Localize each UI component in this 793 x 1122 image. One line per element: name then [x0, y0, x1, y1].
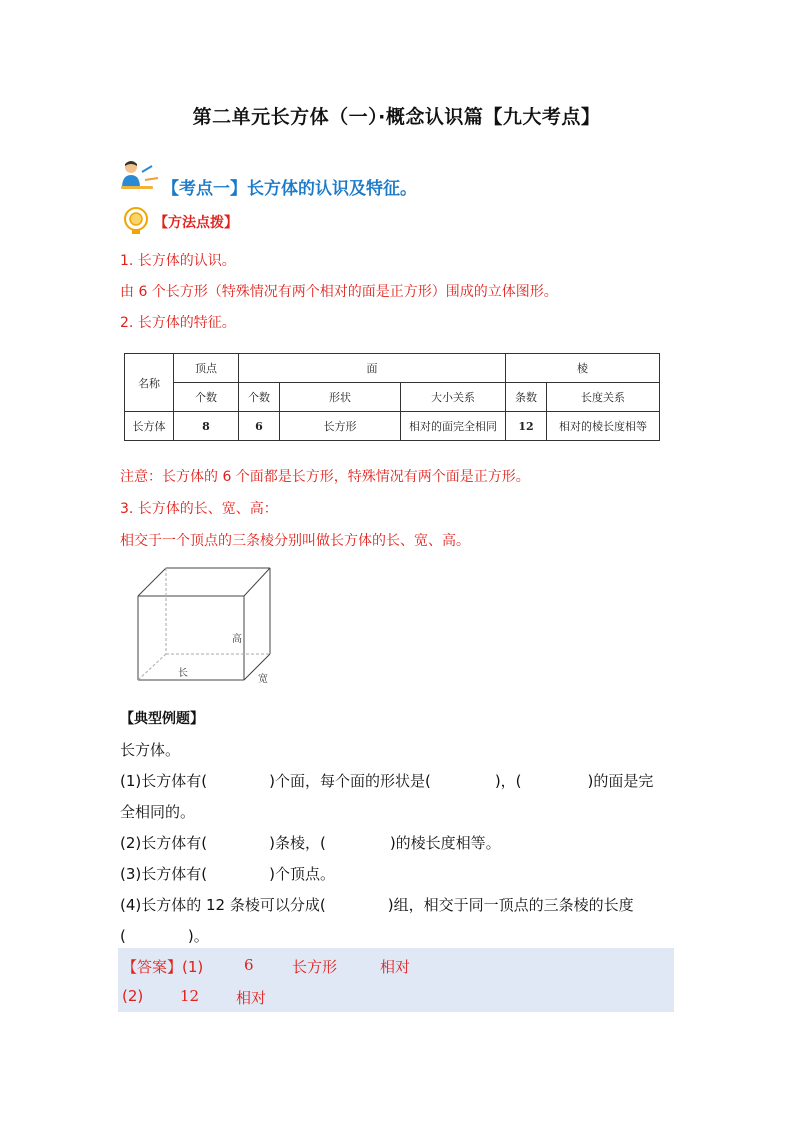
- q4-part-b: )组，相交于同一顶点的三条棱的长度: [387, 896, 634, 914]
- table-subheader-length: 长度关系: [547, 383, 660, 412]
- answer-1-value-3: 相对: [380, 958, 411, 976]
- point2-title: 2. 长方体的特征。: [120, 315, 236, 331]
- table-row: [125, 412, 660, 441]
- answer-2-value-2: 相对: [236, 989, 267, 1007]
- answer-line-1: [122, 956, 411, 977]
- point1-text: 由 6 个长方形（特殊情况有两个相对的面是正方形）围成的立体图形。: [120, 284, 558, 300]
- note-text: 注意：长方体的 6 个面都是长方形，特殊情况有两个面是正方形。: [120, 469, 530, 485]
- table-subheader-shape: 形状: [280, 383, 401, 412]
- q4-part-a: (4)长方体的 12 条棱可以分成(: [120, 896, 326, 914]
- figure-label-width: 宽: [258, 674, 268, 685]
- q2-part-c: )的棱长度相等。: [389, 834, 501, 852]
- q1-part-c: )，(: [494, 772, 522, 790]
- feature-table: [124, 353, 660, 441]
- figure-label-height: 高: [232, 634, 242, 645]
- example-intro: 长方体。: [120, 741, 181, 759]
- figure-label-length: 长: [178, 668, 188, 679]
- q1-part-b: )个面，每个面的形状是(: [269, 772, 431, 790]
- table-cell-vertex-count: 8: [174, 412, 239, 441]
- question-4-cont: [120, 925, 209, 946]
- lightbulb-icon: [122, 206, 150, 236]
- table-subheader-vertex-count: 个数: [174, 383, 239, 412]
- kaodian-label: 【考点一】长方体的认识及特征。: [162, 179, 417, 199]
- table-subheader-row: [125, 383, 660, 412]
- q3-part-a: (3)长方体有(: [120, 865, 208, 883]
- table-subheader-edge-count: 条数: [506, 383, 547, 412]
- table-cell-edge-count: 12: [506, 412, 547, 441]
- table-cell-name: 长方体: [125, 412, 174, 441]
- point3-text: 相交于一个顶点的三条棱分别叫做长方体的长、宽、高。: [120, 533, 470, 549]
- q4-part-d: )。: [187, 927, 209, 945]
- table-header-vertex: 顶点: [174, 354, 239, 383]
- teacher-icon: [118, 158, 162, 196]
- answer-1-value-1: 6: [244, 956, 254, 974]
- point3-title: 3. 长方体的长、宽、高：: [120, 501, 278, 517]
- fangfa-heading: [122, 206, 238, 236]
- q2-part-b: )条棱，(: [269, 834, 326, 852]
- kaodian-heading: [118, 158, 417, 199]
- table-subheader-size: 大小关系: [401, 383, 506, 412]
- answer-2-value-1: 12: [180, 987, 200, 1005]
- table-header-face: 面: [239, 354, 506, 383]
- table-cell-face-shape: 长方形: [280, 412, 401, 441]
- q2-part-a: (2)长方体有(: [120, 834, 208, 852]
- point1-title: 1. 长方体的认识。: [120, 253, 236, 269]
- answer-label: 【答案】(1): [122, 958, 204, 976]
- q1-part-d: )的面是完: [587, 772, 654, 790]
- cuboid-figure: [136, 562, 276, 686]
- table-header-edge: 棱: [506, 354, 660, 383]
- question-2: [120, 832, 501, 853]
- example-heading: 【典型例题】: [120, 711, 204, 727]
- page-title: 第二单元长方体（一）·概念认识篇【九大考点】: [192, 106, 601, 128]
- table-subheader-face-count: 个数: [239, 383, 280, 412]
- q4-part-c: (: [120, 927, 126, 945]
- question-4: [120, 894, 634, 915]
- question-3: [120, 863, 335, 884]
- table-cell-edge-length: 相对的棱长度相等: [547, 412, 660, 441]
- q1-part-a: (1)长方体有(: [120, 772, 208, 790]
- fangfa-label: 【方法点拨】: [154, 215, 238, 231]
- answer-line-2: [122, 987, 267, 1007]
- q3-part-b: )个顶点。: [269, 865, 335, 883]
- table-header-row: [125, 354, 660, 383]
- question-1-cont: 全相同的。: [120, 803, 196, 821]
- table-cell-face-count: 6: [239, 412, 280, 441]
- question-1: [120, 770, 653, 791]
- answer-2-label: (2): [122, 987, 144, 1005]
- answer-1-value-2: 长方形: [292, 958, 338, 976]
- table-header-name: 名称: [125, 354, 174, 412]
- table-cell-face-size: 相对的面完全相同: [401, 412, 506, 441]
